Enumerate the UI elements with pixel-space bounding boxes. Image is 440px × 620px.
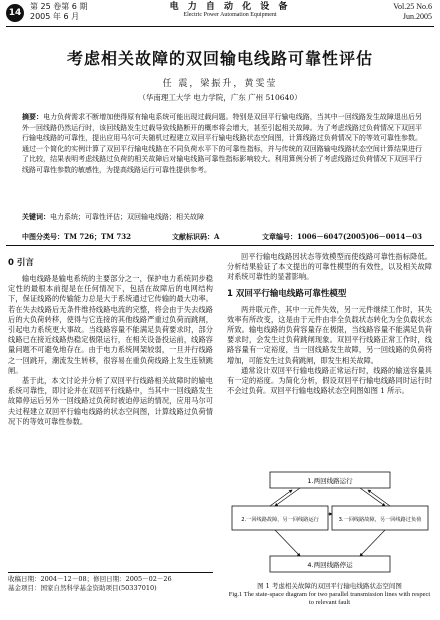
paper-title: 考虑相关故障的双回输电线路可靠性评估	[66, 49, 373, 68]
abstract-text: 电力负荷需求不断增加使得原有输电系统可能出现过载问题。特别是双回平行输电线路，当其中一回线路发生故障退出后另外一回线路仍然运行时，该回线路发生过载导致线路断开的概率将会增大，甚至引起相关故障。为了考虑线路过负荷情况下双回平行输电线路的可靠性，提出应用马尔可夫随机过程建立双回平行输电线路状态空间图，计算线路过负荷情况下的等效可靠性参数。通过一个简化的实例计算了双回平行输电线路在不同负荷水平下的可靠性指标，并与传统的双回路输电线路状态空间计算结果进行了比较，结果表明考虑线路过负荷的相关故障后对输电线路可靠性指标影响较大。利用算例分析了考虑线路过负荷情况下双回平行线路可靠性参数的敏感性，为提高线路运行可靠性提供参考。	[22, 113, 423, 174]
header-right	[393, 2, 432, 22]
header-rule	[6, 26, 434, 27]
doc-code-value: A	[214, 232, 220, 241]
abstract	[22, 112, 422, 175]
clc-field	[22, 232, 131, 242]
doc-code-field	[172, 232, 219, 242]
state-box-2	[232, 506, 328, 530]
intro-continued: 回平行输电线路因状态等效模型而使线路可靠性指标降低。分析结果验证了本文提出的可靠性模型的有效性，以及相关故障对系统可靠性的显著影响。	[227, 252, 432, 282]
date-en: Jun.2005	[402, 12, 432, 21]
journal-name	[150, 2, 310, 18]
transition-3-4	[360, 530, 385, 556]
page-number-badge: 14	[6, 4, 24, 22]
volume-cn: 第 25 卷第 6 期	[30, 2, 88, 11]
article-number-field	[262, 232, 422, 242]
journal-header	[0, 0, 440, 28]
right-column	[227, 252, 432, 396]
clc-value: TM 726；TM 732	[64, 232, 132, 241]
section-heading-intro: 0 引言	[8, 258, 34, 268]
keywords	[22, 212, 422, 222]
volume-en: Vol.25 No.6	[393, 2, 432, 11]
keywords-text: 电力系统；可靠性评估；双回输电线路；相关故障	[50, 213, 204, 221]
date-cn: 2005 年 6 月	[30, 12, 80, 21]
left-column	[8, 252, 213, 427]
footnote	[8, 572, 213, 593]
keywords-label: 关键词：	[22, 212, 50, 221]
transition-1-2	[275, 488, 300, 506]
model-paragraph-2: 通常设计双回平行输电线路正常运行时，线路的输送容量具有一定的裕度。为简化分析，假设双回平行输电线路同时运行时不会过负荷。双回平行输电线路状态空间图如图 1 所示。	[227, 365, 432, 396]
affiliation: （华南理工大学 电力学院，广东 广州 510640）	[138, 93, 302, 102]
article-number-value: 1006－6047(2005)06－0014－03	[297, 232, 423, 241]
clc-label: 中图分类号：	[22, 232, 64, 241]
section-divider	[6, 245, 434, 246]
doc-code-label: 文献标识码：	[172, 232, 214, 241]
intro-paragraph-1: 输电线路是输电系统的主要部分之一，保护电力系统同步稳定性的最根本前提是在任何情况下，包括在故障后的电网结构下，保证线路的传输能力总是大于系统通过它传输的最大功率。若在失去线路后无条件维持线路电流的完整，将会由于失去线路后的大负荷转移，使得与它连接的其他线路严重过负荷而跳闸，引起电力系统更大事故。当线路容量不能满足负荷要求时，部分线路已在接近线路热稳定极限运行，在相关设备投运前，线路容量问题不可避免地存在。由于电力系统网架较弱，一旦并行线路之一回跳开，潮流发生转移，很容易在重负荷线路上发生连锁跳闸。	[8, 274, 213, 375]
state-label-3: 3.一回线路故障，另一回线路过负荷	[338, 517, 422, 523]
model-paragraph-1: 两并联元件，其中一元件失效，另一元件继续工作时，其失效率有所改变，这是由于元件由非全负载状态转化为全负载状态所致。输电线路的负荷容量存在极限，当线路容量不能满足负荷要求时，会发生过负荷跳闸现象。双回平行线路正常工作时，线路容量有一定裕度，当一回线路发生故障，另一回线路的负荷将增加，可能发生过负荷跳闸，即发生相关故障。	[227, 304, 432, 365]
state-label-2: 2.一回线路故障，另一回线路运行	[241, 517, 319, 523]
state-space-diagram	[230, 470, 430, 580]
state-box-1	[270, 472, 390, 488]
state-label-1: 1.两回线路运行	[307, 477, 353, 485]
article-number-label: 文章编号：	[262, 232, 297, 241]
figure-caption	[227, 582, 432, 608]
state-box-4	[270, 556, 390, 572]
transition-2-1	[270, 490, 292, 506]
fund-info: 基金项目：国家自然科学基金资助项目(50337010)	[8, 584, 157, 592]
figure-caption-en: Fig.1 The state-space diagram for two parallel transmission lines with respect to relevant fault	[228, 590, 431, 606]
authors: 任 震，梁振升，黄雯莹	[162, 79, 278, 89]
journal-name-cn: 电 力 自 动 化 设 备	[169, 2, 291, 12]
state-label-4: 4.两回线路停运	[307, 561, 353, 569]
section-heading-model: 1 双回平行输电线路可靠性模型	[227, 288, 347, 299]
intro-paragraph-2: 基于此，本文讨论并分析了双回平行线路相关故障时的输电系统可靠性，即讨论并在双回平行线路中，当其中一回线路发生故障停运后另外一回线路过负荷时被迫停运的情况，应用马尔可夫过程建立双回平行输电线路的状态空间图，计算线路过负荷情况下的等效可靠性参数。	[8, 376, 213, 426]
transition-3-1	[368, 490, 390, 506]
abstract-label: 摘要：	[22, 113, 44, 121]
journal-name-en: Electric Power Automation Equipment	[183, 12, 277, 18]
transition-2-4	[275, 530, 300, 556]
figure-caption-cn: 图 1 考虑相关故障的双回平行输电线路状态空间图	[257, 582, 402, 590]
transition-1-3	[360, 488, 385, 506]
state-box-3	[332, 506, 428, 530]
header-left	[30, 2, 87, 22]
received-date: 收稿日期：2004－12－08；修回日期：2005－02－26	[8, 575, 172, 583]
